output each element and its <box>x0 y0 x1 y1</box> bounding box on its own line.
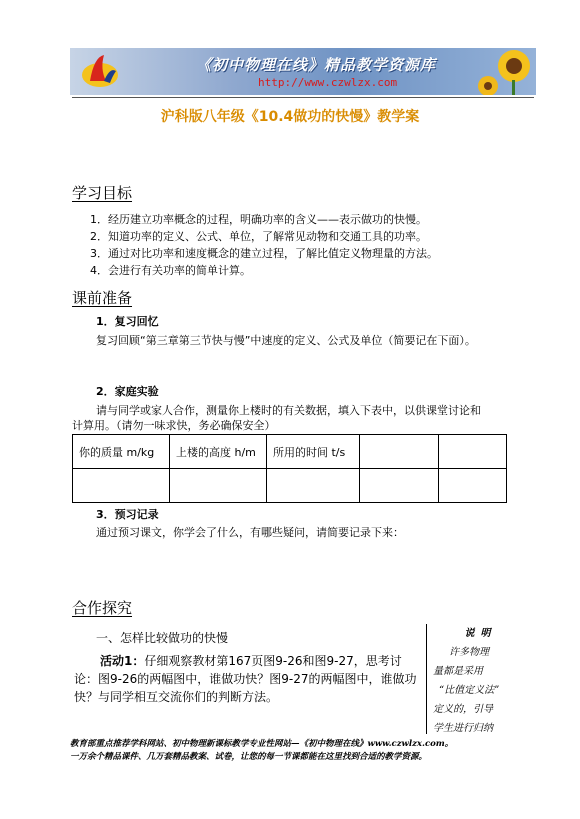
review-title: 1．复习回忆 <box>96 315 159 328</box>
side-note-line: 学生进行归纳 <box>433 723 493 734</box>
home-experiment-title: 2．家庭实验 <box>96 385 159 398</box>
footer-line: 教育部重点推荐学科网站、初中物理新课标教学专业性网站—《初中物理在线》www.czwlzx.com。 <box>70 739 454 749</box>
measurement-table <box>72 434 507 503</box>
review-text: 复习回顾“第三章第三节快与慢”中速度的定义、公式及单位（简要记在下面）。 <box>96 334 476 347</box>
table-input-cell[interactable] <box>267 469 360 503</box>
side-note-line: 许多物理 <box>449 647 489 658</box>
table-header-cell: 所用的时间 t/s <box>267 435 360 469</box>
footer-line: 一万余个精品课件、几万套精品教案、试卷，让您的每一节课都能在这里找到合适的教学资源。 <box>70 752 428 762</box>
table-input-cell[interactable] <box>73 469 170 503</box>
table-input-cell[interactable] <box>360 469 439 503</box>
side-note-title: 说明 <box>464 628 497 639</box>
site-logo-icon <box>80 51 122 91</box>
table-header-cell <box>439 435 507 469</box>
table-header-cell <box>360 435 439 469</box>
explore-heading: 合作探究 <box>72 599 133 617</box>
activity-paragraph <box>74 652 422 706</box>
header-divider <box>72 97 534 98</box>
header-banner <box>70 48 536 95</box>
side-note-line: 量都是采用 <box>433 666 483 677</box>
preview-text: 通过预习课文，你学会了什么，有哪些疑问，请简要记录下来： <box>96 526 404 539</box>
side-note-line: 定义的，引导 <box>433 704 493 715</box>
table-input-cell[interactable] <box>170 469 267 503</box>
goal-item: 2．知道功率的定义、公式、单位，了解常见动物和交通工具的功率。 <box>90 230 427 243</box>
table-header-cell: 上楼的高度 h/m <box>170 435 267 469</box>
side-note-line: “比值定义法” <box>439 685 500 696</box>
home-experiment-text: 计算用。（请勿一味求快，务必确保安全） <box>72 419 276 432</box>
goal-item: 3．通过对比功率和速度概念的建立过程，了解比值定义物理量的方法。 <box>90 247 438 260</box>
activity-label: 活动1： <box>100 654 145 668</box>
goals-heading: 学习目标 <box>72 184 133 202</box>
document-title: 沪科版八年级《10.4做功的快慢》教学案 <box>160 109 420 125</box>
table-header-row <box>73 435 507 469</box>
explore-subheading: 一、怎样比较做功的快慢 <box>96 631 229 645</box>
table-input-cell[interactable] <box>439 469 507 503</box>
preview-title: 3．预习记录 <box>96 508 159 521</box>
activity-text: 仔细观察教材第167页图9-26和图9-27，思考讨论：图9-26的两幅图中，谁做功快？图9-27的两幅图中，谁做功快？与同学相互交流你们的判断方法。 <box>74 654 417 704</box>
page-footer <box>70 738 540 764</box>
banner-title: 《初中物理在线》精品教学资源库 <box>196 56 437 74</box>
banner-url[interactable]: http://www.czwlzx.com <box>258 76 398 89</box>
prep-heading: 课前准备 <box>72 289 133 307</box>
home-experiment-text: 请与同学或家人合作，测量你上楼时的有关数据，填入下表中，以供课堂讨论和 <box>96 404 481 417</box>
sunflower-icon <box>476 48 536 95</box>
table-row <box>73 469 507 503</box>
table-header-cell: 你的质量 m/kg <box>73 435 170 469</box>
side-note <box>426 624 528 734</box>
goal-item: 1．经历建立功率概念的过程，明确功率的含义——表示做功的快慢。 <box>90 213 427 226</box>
goal-item: 4．会进行有关功率的简单计算。 <box>90 264 251 277</box>
